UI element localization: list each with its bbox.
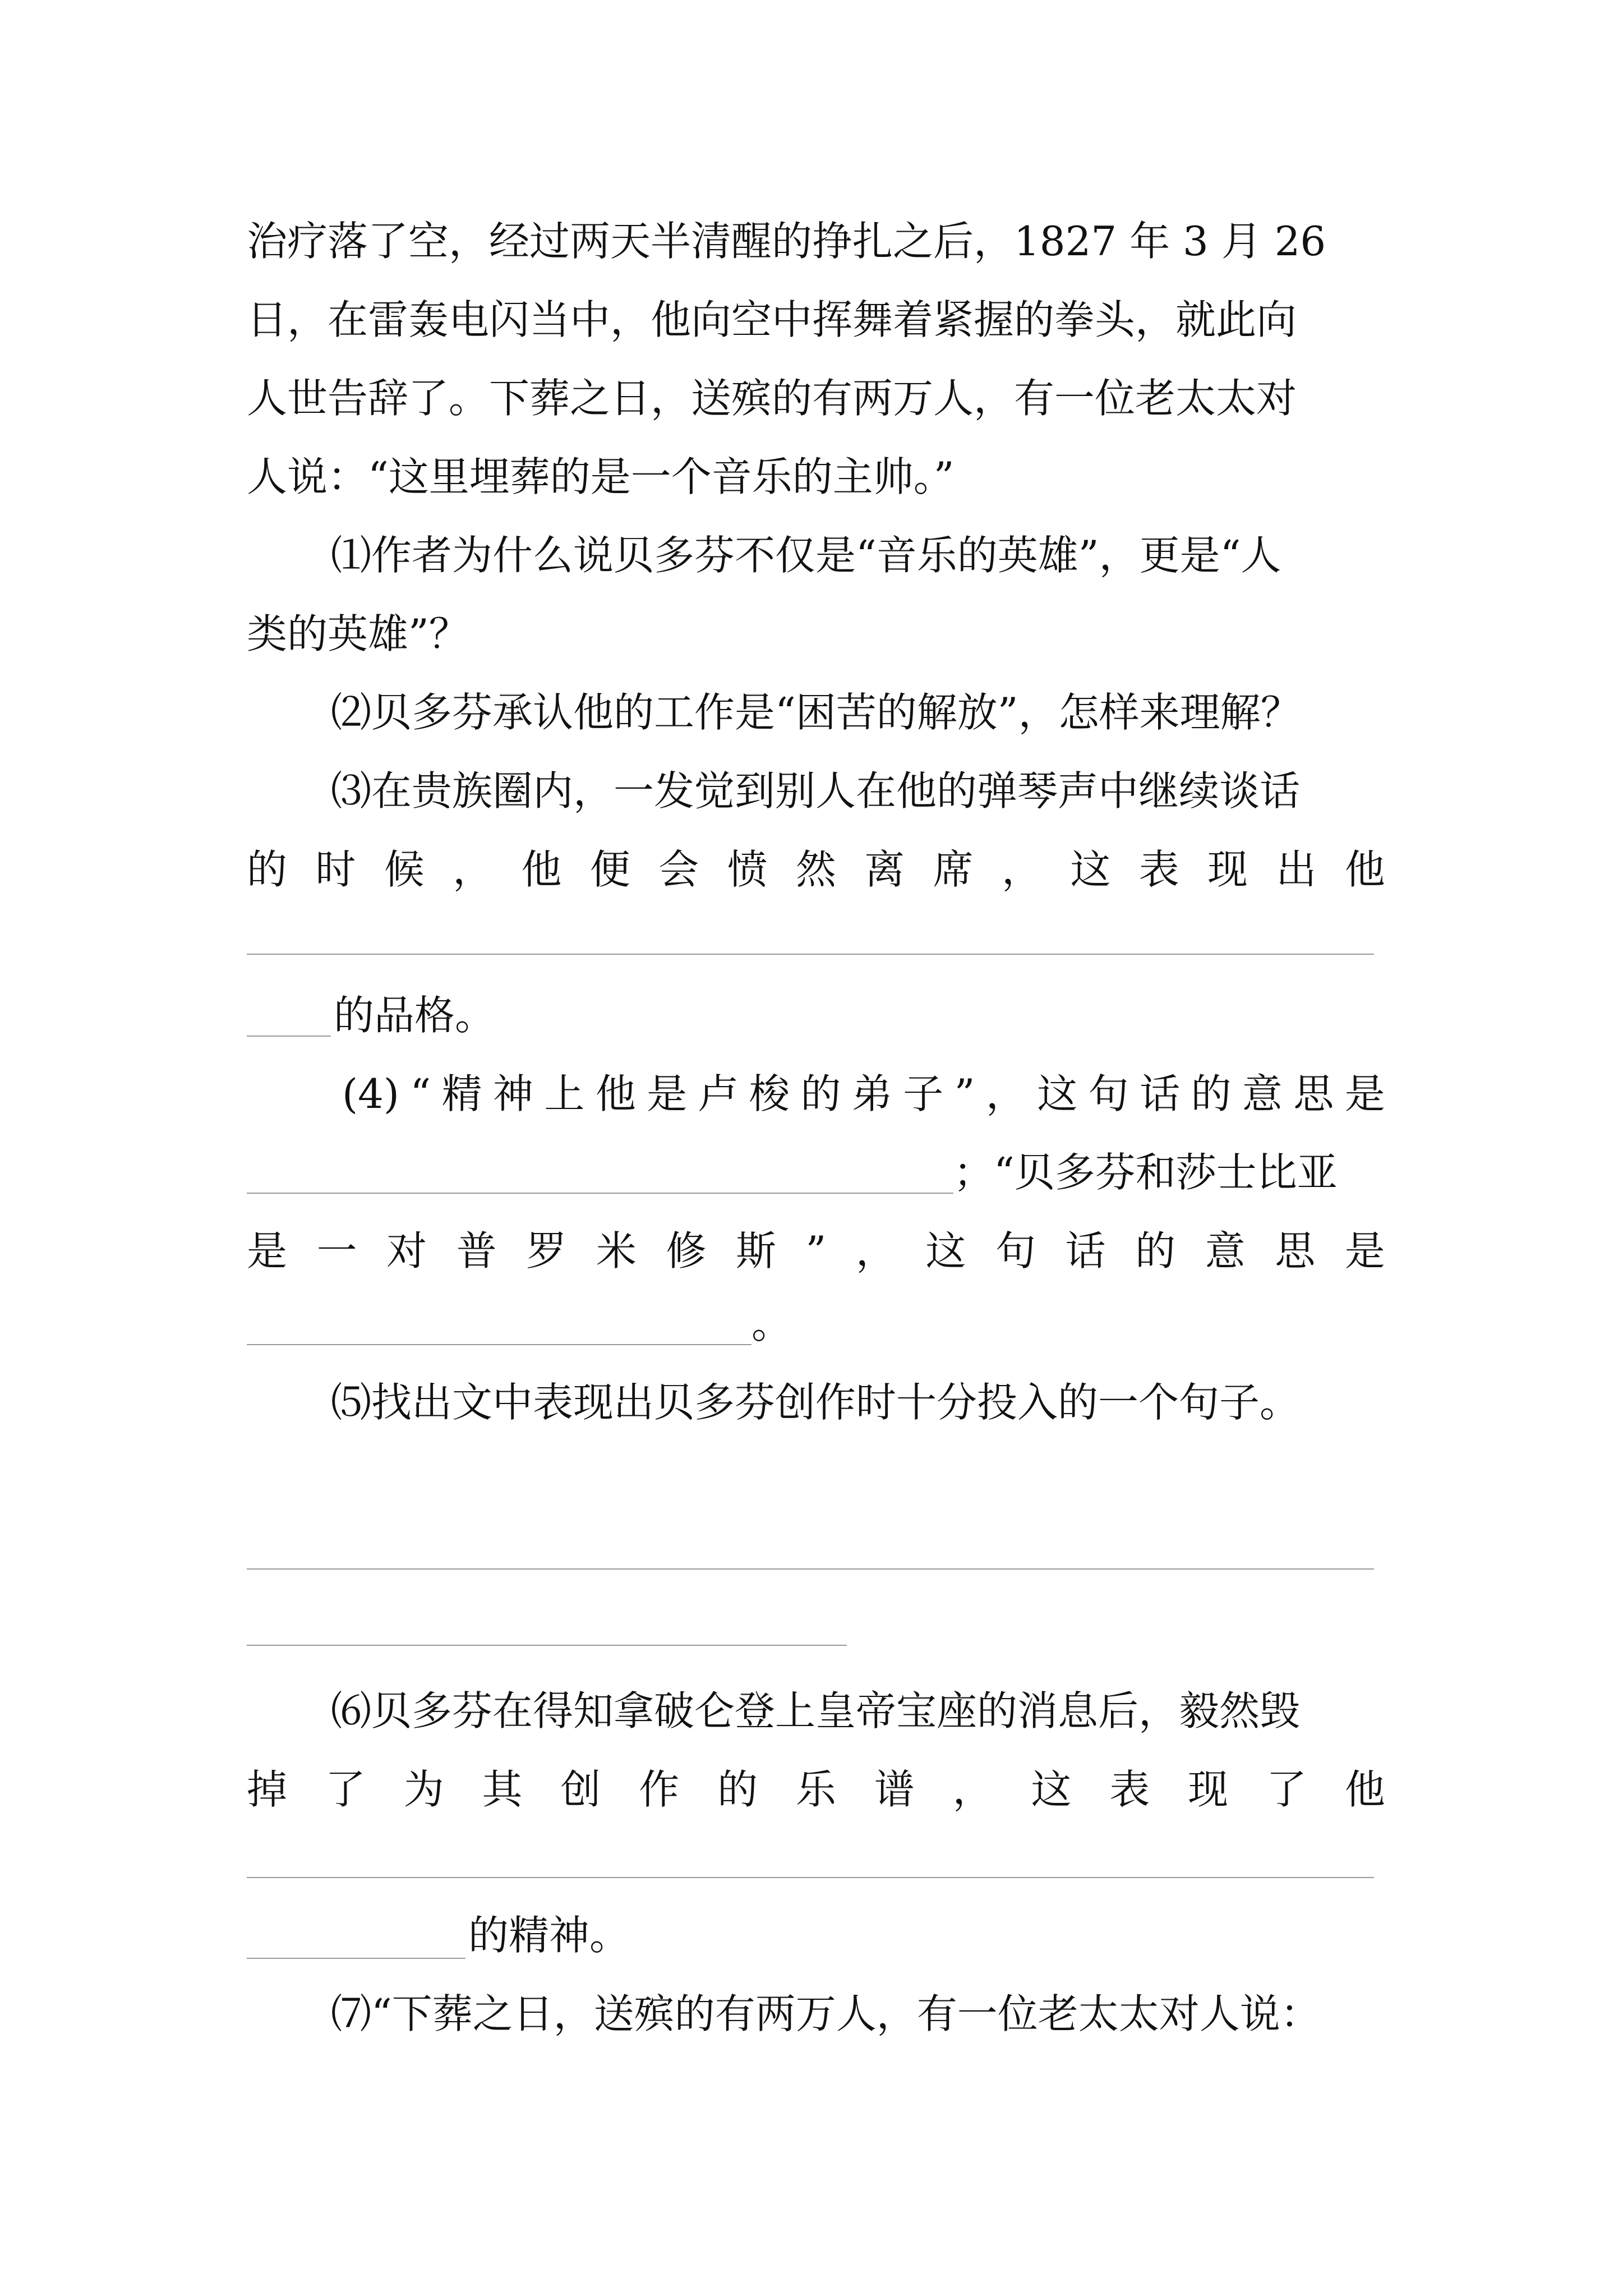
passage-line-1: 治疗落了空，经过两天半清醒的挣扎之后，1827 年 3 月 26 xyxy=(247,218,1326,265)
q4-char: 的 xyxy=(1135,1227,1176,1274)
answer-blank-short[interactable] xyxy=(247,1958,465,1959)
q4-char: 是 xyxy=(247,1227,288,1274)
q4-char: 是 xyxy=(647,1070,688,1117)
q3-char: ， xyxy=(1001,846,1042,893)
q6-char: 了 xyxy=(325,1766,366,1813)
q3-char: 出 xyxy=(1276,846,1317,893)
q6-char: 作 xyxy=(639,1766,680,1813)
q3-char: 现 xyxy=(1207,846,1248,893)
q6-char: 其 xyxy=(482,1766,523,1813)
question-1-line-2: 类的英雄”？ xyxy=(247,610,469,657)
question-3-line-1: ⑶在贵族圈内，一发觉到别人在他的弹琴声中继续谈话 xyxy=(331,767,1301,815)
passage-line-3: 人世告辞了。下葬之日，送殡的有两万人，有一位老太太对 xyxy=(247,375,1297,422)
q4-char: (4) xyxy=(342,1070,399,1117)
q3-char: 会 xyxy=(658,846,699,893)
q4-char: 是 xyxy=(1344,1070,1385,1117)
question-3-line-2 xyxy=(247,841,1385,898)
q3-char: 这 xyxy=(1070,846,1111,893)
q3-char: 离 xyxy=(864,846,905,893)
q6-char: 为 xyxy=(403,1766,444,1813)
q6-char: 他 xyxy=(1344,1766,1385,1813)
question-7-line-1: ⑺“下葬之日，送殡的有两万人，有一位老太太对人说： xyxy=(331,1990,1321,2037)
q4-char: 罗 xyxy=(526,1227,567,1274)
q4-char: 思 xyxy=(1275,1227,1316,1274)
q4-char: 普 xyxy=(456,1227,497,1274)
passage-line-4: 人说：“这里埋葬的是一个音乐的主帅。” xyxy=(247,453,955,500)
q3-char: 表 xyxy=(1138,846,1179,893)
q3-char: 便 xyxy=(589,846,630,893)
question-6-tail: 的精神。 xyxy=(468,1912,630,1959)
q3-char: 候 xyxy=(384,846,425,893)
answer-blank-line[interactable] xyxy=(247,1344,751,1345)
q4-char: 句 xyxy=(995,1227,1036,1274)
question-6-line-2 xyxy=(247,1761,1385,1818)
q3-char: 然 xyxy=(795,846,836,893)
q4-char: 对 xyxy=(386,1227,427,1274)
answer-blank-line[interactable] xyxy=(247,1877,1374,1878)
q4-char: 他 xyxy=(595,1070,636,1117)
q6-char: 谱 xyxy=(874,1766,915,1813)
q4-char: 话 xyxy=(1065,1227,1106,1274)
answer-blank-line[interactable] xyxy=(247,1193,953,1194)
q6-char: 了 xyxy=(1266,1766,1307,1813)
q4-char: 的 xyxy=(800,1070,841,1117)
q4-char: 意 xyxy=(1242,1070,1283,1117)
q4-char: 话 xyxy=(1140,1070,1181,1117)
q6-char: 创 xyxy=(560,1766,601,1813)
q4-char: 梭 xyxy=(749,1070,790,1117)
q6-char: 这 xyxy=(1031,1766,1072,1813)
question-2-line-1: ⑵贝多芬承认他的工作是“困苦的解放”，怎样来理解？ xyxy=(331,689,1301,736)
question-6-line-1: ⑹贝多芬在得知拿破仑登上皇帝宝座的消息后，毅然毁 xyxy=(331,1687,1301,1734)
q4-char: 是 xyxy=(1344,1227,1385,1274)
q4-char: 一 xyxy=(316,1227,357,1274)
q6-char: 的 xyxy=(717,1766,758,1813)
q3-char: 愤 xyxy=(727,846,768,893)
q6-char: 现 xyxy=(1188,1766,1229,1813)
question-4-line-1 xyxy=(342,1066,1385,1122)
q4-char: “ xyxy=(410,1070,431,1117)
q3-char: 时 xyxy=(315,846,356,893)
q3-char: 他 xyxy=(1344,846,1385,893)
q4-char: 子 xyxy=(903,1070,944,1117)
question-4-line-2-tail: ；“贝多芬和莎士比亚 xyxy=(953,1149,1338,1196)
q3-char: 席 xyxy=(933,846,974,893)
q4-char: 这 xyxy=(925,1227,966,1274)
passage-line-2: 日，在雷轰电闪当中，他向空中挥舞着紧握的拳头，就此向 xyxy=(247,296,1297,343)
answer-blank-short[interactable] xyxy=(247,1036,331,1037)
q3-char: ， xyxy=(453,846,494,893)
q4-char: ” xyxy=(805,1227,827,1274)
q3-char: 的 xyxy=(247,846,288,893)
q4-char: 句 xyxy=(1088,1070,1129,1117)
question-4-line-3 xyxy=(247,1223,1385,1279)
question-3-tail: 的品格。 xyxy=(334,992,496,1039)
answer-blank-line[interactable] xyxy=(247,954,1374,955)
q4-char: ， xyxy=(855,1227,896,1274)
q4-char: 弟 xyxy=(851,1070,892,1117)
q3-char: 他 xyxy=(521,846,562,893)
q4-char: 神 xyxy=(493,1070,534,1117)
q6-char: 掉 xyxy=(247,1766,288,1813)
q4-char: 修 xyxy=(666,1227,707,1274)
question-1-line-1: ⑴作者为什么说贝多芬不仅是“音乐的英雄”，更是“人 xyxy=(331,532,1281,579)
q4-char: 这 xyxy=(1037,1070,1078,1117)
q4-char: 思 xyxy=(1293,1070,1334,1117)
q4-char: ” xyxy=(954,1070,975,1117)
q4-char: ， xyxy=(985,1070,1026,1117)
q4-char: 意 xyxy=(1205,1227,1246,1274)
q4-char: 的 xyxy=(1191,1070,1232,1117)
q4-char: 斯 xyxy=(735,1227,776,1274)
q4-char: 上 xyxy=(544,1070,585,1117)
q4-char: 卢 xyxy=(698,1070,739,1117)
q4-char: 米 xyxy=(596,1227,637,1274)
question-5-line-1: ⑸找出文中表现出贝多芬创作时十分投入的一个句子。 xyxy=(331,1379,1301,1426)
question-4-line-4-tail: 。 xyxy=(751,1300,792,1347)
q6-char: ， xyxy=(952,1766,993,1813)
q6-char: 乐 xyxy=(795,1766,836,1813)
q6-char: 表 xyxy=(1109,1766,1150,1813)
answer-blank-line[interactable] xyxy=(247,1568,1374,1570)
q4-char: 精 xyxy=(441,1070,482,1117)
answer-blank-line[interactable] xyxy=(247,1645,847,1646)
